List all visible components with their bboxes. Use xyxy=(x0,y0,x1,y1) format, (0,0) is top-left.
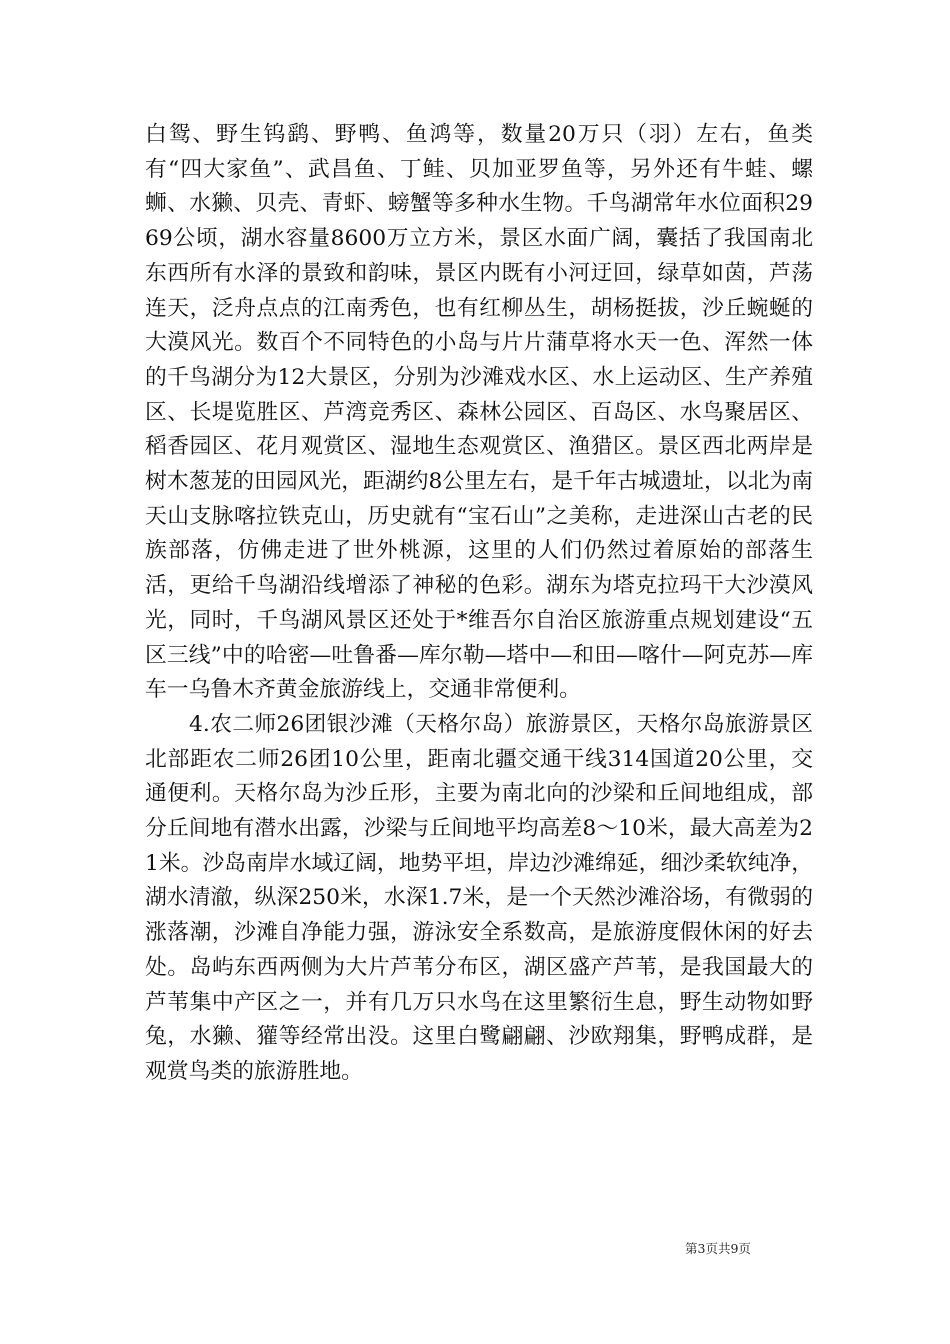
paragraph-scenic-area-description: 白鸳、野生钨鹞、野鸭、鱼鸿等，数量20万只（羽）左右，鱼类有“四大家鱼”、武昌鱼、丁鲑、贝加亚罗鱼等，另外还有牛蛙、螺蛳、水獭、贝壳、青虾、螃蟹等多种水生物。千鸟湖常年水位面积2969公顷，湖水容量8600万立方米，景区水面广阔，囊括了我国南北东西所有水泽的景致和韵味，景区内既有小河迂回，绿草如茵，芦荡连天，泛舟点点的江南秀色，也有红柳丛生，胡杨挺拔，沙丘蜿蜒的大漠风光。数百个不同特色的小岛与片片蒲草将水天一色、浑然一体的千鸟湖分为12大景区，分别为沙滩戏水区、水上运动区、生产养殖区、长堤览胜区、芦湾竞秀区、森林公园区、百岛区、水鸟聚居区、稻香园区、花月观赏区、湿地生态观赏区、渔猎区。景区西北两岸是树木葱茏的田园风光，距湖约8公里左右，是千年古城遗址，以北为南天山支脉喀拉铁克山，历史就有“宝石山”之美称，走进深山古老的民族部落，仿佛走进了世外桃源，这里的人们仍然过着原始的部落生活，更给千鸟湖沿线增添了神秘的色彩。湖东为塔克拉玛干大沙漠风光，同时，千鸟湖风景区还处于*维吾尔自治区旅游重点规划建设“五区三线”中的哈密—吐鲁番—库尔勒—塔中—和田—喀什—阿克苏—库车一乌鲁木齐黄金旅游线上，交通非常便利。 xyxy=(145,122,813,703)
document-body xyxy=(145,118,813,1090)
page-number-footer: 第3页共9页 xyxy=(685,1241,751,1256)
paragraph-tiangeer-island: 4.农二师26团银沙滩（天格尔岛）旅游景区，天格尔岛旅游景区北部距农二师26团10公里，距南北疆交通干线314国道20公里，交通便利。天格尔岛为沙丘形，主要为南北向的沙梁和丘间地组成，部分丘间地有潜水出露，沙梁与丘间地平均高差8～10米，最大高差为21米。沙岛南岸水域辽阔，地势平坦，岸边沙滩绵延，细沙柔软纯净，湖水清澈，纵深250米，水深1.7米，是一个天然沙滩浴场，有微弱的涨落潮，沙滩自净能力强，游泳安全系数高，是旅游度假休闲的好去处。岛屿东西两侧为大片芦苇分布区，湖区盛产芦苇，是我国最大的芦苇集中产区之一，并有几万只水鸟在这里繁衍生息，野生动物如野兔，水獭、獾等经常出没。这里白鹭翩翩、沙欧翔集，野鸭成群，是观赏鸟类的旅游胜地。 xyxy=(145,711,813,1084)
